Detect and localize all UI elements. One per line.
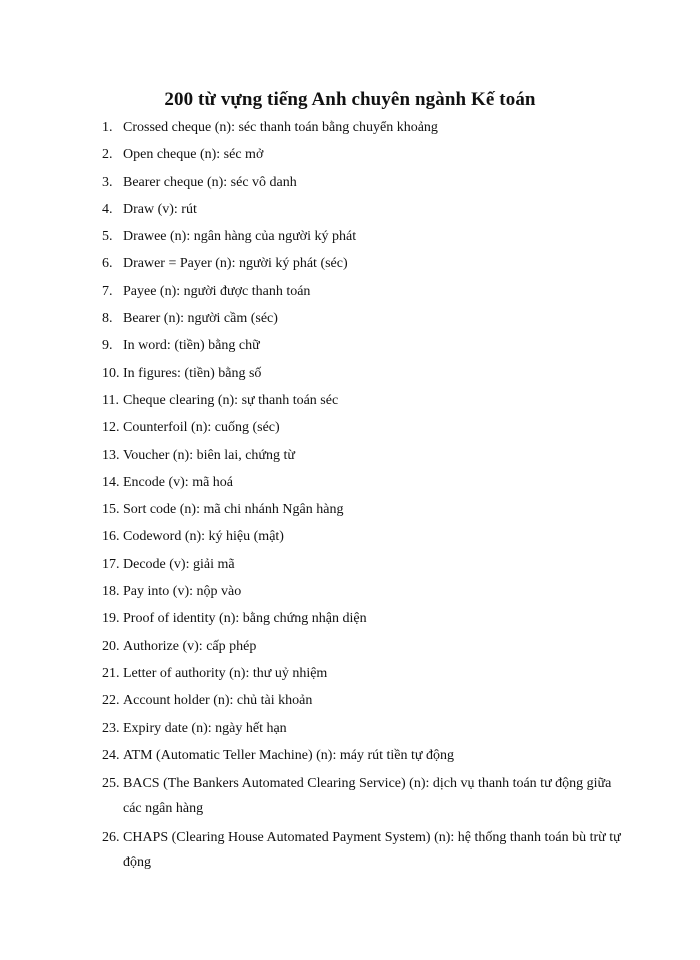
vocabulary-list (102, 116, 622, 875)
item-text: Encode (v): mã hoá (123, 474, 234, 490)
item-number: 9. (102, 338, 113, 354)
list-item (102, 662, 622, 689)
item-text: Bearer cheque (n): séc vô danh (123, 174, 297, 190)
item-text: BACS (The Bankers Automated Clearing Service) (n): dịch vụ thanh toán tư động giữa các ngân hàng (123, 776, 612, 817)
list-item (102, 635, 622, 662)
item-number: 8. (102, 311, 113, 327)
item-number: 17. (102, 556, 120, 572)
list-item (102, 744, 622, 771)
item-number: 22. (102, 693, 120, 709)
item-text: Open cheque (n): séc mở (123, 147, 264, 163)
item-text: Draw (v): rút (123, 201, 197, 217)
list-item (102, 498, 622, 525)
list-item (102, 334, 622, 361)
item-number: 26. (102, 830, 120, 846)
item-text: In figures: (tiền) bằng số (123, 365, 262, 381)
list-item (102, 825, 622, 875)
item-number: 15. (102, 502, 120, 518)
item-number: 14. (102, 474, 120, 490)
item-number: 5. (102, 229, 113, 245)
item-text: Account holder (n): chủ tài khoản (123, 693, 313, 709)
list-item (102, 280, 622, 307)
list-item (102, 198, 622, 225)
item-text: Bearer (n): người cầm (séc) (123, 311, 278, 327)
list-item (102, 471, 622, 498)
item-text: Pay into (v): nộp vào (123, 584, 242, 600)
list-item (102, 307, 622, 334)
list-item (102, 607, 622, 634)
list-item (102, 553, 622, 580)
item-text: Voucher (n): biên lai, chứng từ (123, 447, 295, 463)
item-text: Cheque clearing (n): sự thanh toán séc (123, 392, 339, 408)
item-number: 20. (102, 638, 120, 654)
list-item (102, 171, 622, 198)
item-number: 13. (102, 447, 120, 463)
item-number: 11. (102, 392, 119, 408)
item-text: Proof of identity (n): bằng chứng nhận diện (123, 611, 367, 627)
list-item (102, 143, 622, 170)
item-text: Expiry date (n): ngày hết hạn (123, 720, 287, 736)
list-item (102, 580, 622, 607)
item-number: 2. (102, 147, 113, 163)
item-number: 7. (102, 283, 113, 299)
list-item (102, 717, 622, 744)
item-text: ATM (Automatic Teller Machine) (n): máy rút tiền tự động (123, 747, 454, 763)
item-text: Drawer = Payer (n): người ký phát (séc) (123, 256, 348, 272)
list-item (102, 225, 622, 252)
list-item (102, 771, 622, 821)
item-text: Sort code (n): mã chi nhánh Ngân hàng (123, 502, 344, 518)
item-number: 4. (102, 201, 113, 217)
item-text: Letter of authority (n): thư uỷ nhiệm (123, 665, 328, 681)
item-text: Crossed cheque (n): séc thanh toán bằng chuyển khoảng (123, 120, 438, 135)
item-number: 18. (102, 584, 120, 600)
item-text: Counterfoil (n): cuống (séc) (123, 420, 280, 436)
list-item (102, 689, 622, 716)
list-item (102, 389, 622, 416)
item-text: Authorize (v): cấp phép (123, 638, 257, 654)
item-number: 25. (102, 776, 120, 792)
list-item (102, 444, 622, 471)
list-item (102, 116, 622, 143)
item-text: CHAPS (Clearing House Automated Payment System) (n): hệ thống thanh toán bù trừ tự động (123, 830, 621, 871)
list-item (102, 252, 622, 279)
item-text: Payee (n): người được thanh toán (123, 283, 311, 299)
item-text: In word: (tiền) bằng chữ (123, 338, 260, 354)
document-title: 200 từ vựng tiếng Anh chuyên ngành Kế toán (164, 89, 536, 110)
list-item (102, 362, 622, 389)
item-number: 10. (102, 365, 120, 381)
item-number: 12. (102, 420, 120, 436)
item-number: 21. (102, 665, 120, 681)
item-number: 3. (102, 174, 113, 190)
item-text: Codeword (n): ký hiệu (mật) (123, 529, 284, 545)
item-number: 6. (102, 256, 113, 272)
item-number: 24. (102, 747, 120, 763)
item-text: Drawee (n): ngân hàng của người ký phát (123, 229, 357, 245)
item-number: 16. (102, 529, 120, 545)
item-number: 1. (102, 120, 113, 135)
item-number: 19. (102, 611, 120, 627)
list-item (102, 525, 622, 552)
list-item (102, 416, 622, 443)
item-number: 23. (102, 720, 120, 736)
item-text: Decode (v): giải mã (123, 556, 235, 572)
